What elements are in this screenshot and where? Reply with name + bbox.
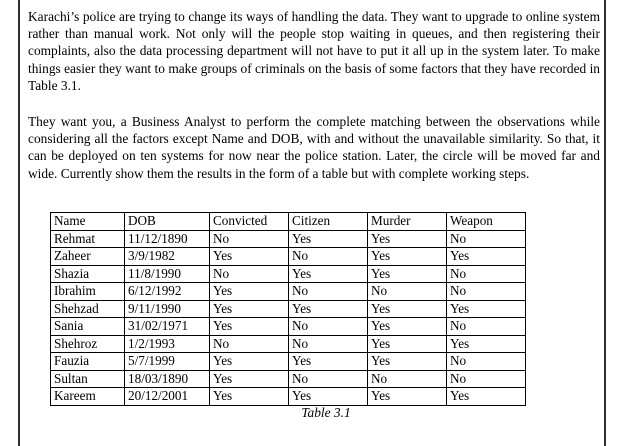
cell-dob: 3/9/1982: [125, 248, 210, 266]
cell-dob: 9/11/1990: [125, 300, 210, 318]
cell-citizen: Yes: [289, 300, 368, 318]
cell-dob: 20/12/2001: [125, 388, 210, 406]
table-caption: Table 3.1: [301, 405, 351, 420]
header-murder: Murder: [368, 213, 447, 231]
cell-dob: 18/03/1890: [125, 370, 210, 388]
table-row: [51, 283, 526, 301]
cell-murder: Yes: [368, 318, 447, 336]
cell-dob: 6/12/1992: [125, 283, 210, 301]
cell-citizen: No: [289, 370, 368, 388]
cell-dob: 11/12/1890: [125, 230, 210, 248]
table-row: [51, 230, 526, 248]
cell-name: Shazia: [51, 265, 125, 283]
cell-convicted: Yes: [210, 283, 289, 301]
cell-citizen: No: [289, 248, 368, 266]
cell-convicted: Yes: [210, 370, 289, 388]
cell-citizen: Yes: [289, 353, 368, 371]
cell-name: Rehmat: [51, 230, 125, 248]
cell-citizen: No: [289, 335, 368, 353]
cell-name: Shehzad: [51, 300, 125, 318]
cell-weapon: Yes: [447, 300, 526, 318]
table-row: [51, 265, 526, 283]
cell-dob: 11/8/1990: [125, 265, 210, 283]
cell-citizen: Yes: [289, 230, 368, 248]
cell-murder: Yes: [368, 265, 447, 283]
table-row: [51, 353, 526, 371]
cell-convicted: Yes: [210, 388, 289, 406]
table-row: [51, 388, 526, 406]
cell-weapon: No: [447, 370, 526, 388]
cell-name: Kareem: [51, 388, 125, 406]
cell-name: Zaheer: [51, 248, 125, 266]
table-row: [51, 335, 526, 353]
cell-convicted: Yes: [210, 318, 289, 336]
table-row: [51, 248, 526, 266]
table-row: [51, 318, 526, 336]
table-header-row: [51, 213, 526, 231]
cell-convicted: Yes: [210, 300, 289, 318]
cell-citizen: No: [289, 283, 368, 301]
cell-murder: Yes: [368, 300, 447, 318]
cell-name: Sultan: [51, 370, 125, 388]
cell-murder: No: [368, 370, 447, 388]
cell-weapon: No: [447, 265, 526, 283]
document-page: [18, 0, 606, 446]
cell-weapon: No: [447, 318, 526, 336]
table-row: [51, 300, 526, 318]
header-citizen: Citizen: [289, 213, 368, 231]
cell-murder: Yes: [368, 335, 447, 353]
cell-convicted: Yes: [210, 353, 289, 371]
cell-citizen: Yes: [289, 388, 368, 406]
cell-name: Shehroz: [51, 335, 125, 353]
intro-paragraph: Karachi’s police are trying to change its ways of handling the data. They want to upgrade to online system rather than manual work. Not only will the people stop waiting in queues, and then registering their complaints, also the data processing department will not have to put it all up in the system later. To make things easier they want to make groups of criminals on the basis of some factors that they have recorded in Table 3.1.: [28, 9, 600, 93]
header-weapon: Weapon: [447, 213, 526, 231]
cell-murder: Yes: [368, 230, 447, 248]
header-convicted: Convicted: [210, 213, 289, 231]
criminals-table: [50, 212, 526, 406]
cell-citizen: No: [289, 318, 368, 336]
cell-dob: 31/02/1971: [125, 318, 210, 336]
cell-weapon: Yes: [447, 248, 526, 266]
cell-convicted: No: [210, 230, 289, 248]
cell-weapon: No: [447, 230, 526, 248]
cell-weapon: Yes: [447, 335, 526, 353]
cell-murder: Yes: [368, 388, 447, 406]
task-paragraph: They want you, a Business Analyst to perform the complete matching between the observations while considering all the factors except Name and DOB, with and without the unavailable similarity. So that, it can be deployed on ten systems for now near the police station. Later, the circle will be moved far and wide. Currently show them the results in the form of a table but with complete working steps.: [28, 114, 600, 181]
cell-dob: 5/7/1999: [125, 353, 210, 371]
cell-citizen: Yes: [289, 265, 368, 283]
header-name: Name: [51, 213, 125, 231]
cell-murder: Yes: [368, 353, 447, 371]
cell-weapon: Yes: [447, 388, 526, 406]
cell-convicted: Yes: [210, 248, 289, 266]
cell-weapon: No: [447, 283, 526, 301]
document-body: [28, 8, 600, 182]
cell-convicted: No: [210, 265, 289, 283]
cell-name: Sania: [51, 318, 125, 336]
cell-convicted: No: [210, 335, 289, 353]
cell-murder: Yes: [368, 248, 447, 266]
cell-name: Ibrahim: [51, 283, 125, 301]
header-dob: DOB: [125, 213, 210, 231]
cell-murder: No: [368, 283, 447, 301]
cell-dob: 1/2/1993: [125, 335, 210, 353]
table-row: [51, 370, 526, 388]
cell-weapon: No: [447, 353, 526, 371]
cell-name: Fauzia: [51, 353, 125, 371]
